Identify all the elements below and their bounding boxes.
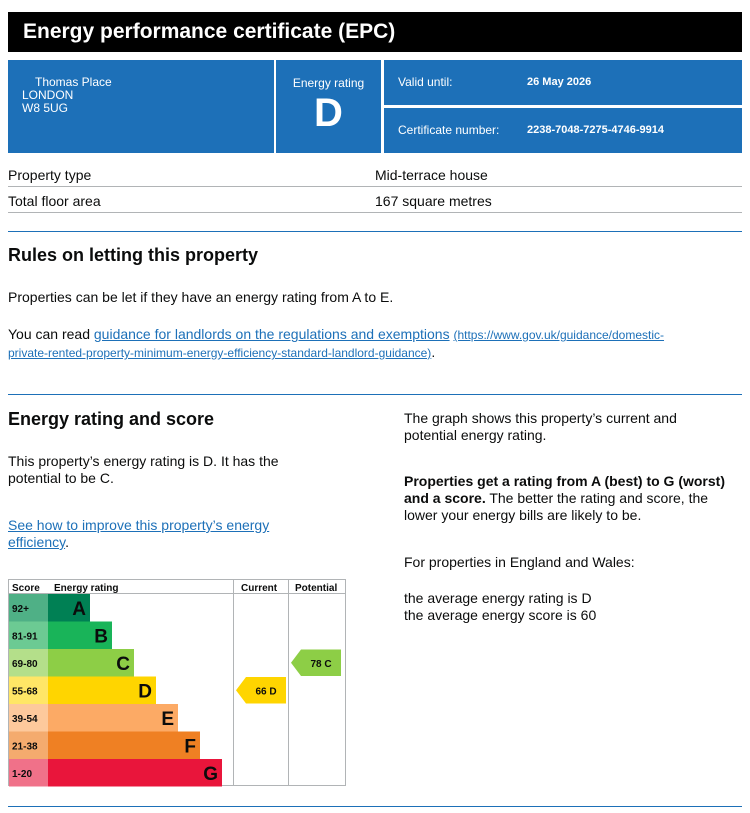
improve-efficiency-link-1[interactable]: See how to improve this property’s energy xyxy=(8,517,270,533)
rating-column-header: Energy rating xyxy=(54,583,119,594)
letting-heading: Rules on letting this property xyxy=(8,245,259,265)
divider xyxy=(8,806,742,807)
rating-explainer-bold-1: Properties get a rating from A (best) to G (worst) xyxy=(404,473,725,489)
landlord-guidance-url-2[interactable]: private-rented-property-minimum-energy-efficiency-standard-landlord-guidance) xyxy=(8,346,432,360)
band-d-range: 55-68 xyxy=(12,686,38,698)
rating-explainer-rest-1: The better the rating and score, the xyxy=(485,490,709,506)
band-f-bar xyxy=(48,732,200,760)
band-g-range: 1-20 xyxy=(12,768,33,780)
band-g-letter: G xyxy=(203,763,218,785)
improve-link-suffix: . xyxy=(65,534,69,550)
floor-area-value: 167 square metres xyxy=(375,193,492,209)
valid-until-value: 26 May 2026 xyxy=(527,76,592,88)
current-column-header: Current xyxy=(241,583,278,594)
graph-explainer-line2: potential energy rating. xyxy=(404,427,547,443)
band-e-bar xyxy=(48,704,178,732)
graph-explainer-line1: The graph shows this property’s current and xyxy=(404,410,677,426)
rating-explainer-bold-2: and a score. xyxy=(404,490,486,506)
letting-paragraph: Properties can be let if they have an energy rating from A to E. xyxy=(8,289,394,305)
band-f-range: 21-38 xyxy=(12,741,38,753)
improve-efficiency-link-2[interactable]: efficiency xyxy=(8,534,66,550)
landlord-guidance-url-1[interactable]: (https://www.gov.uk/guidance/domestic- xyxy=(453,328,665,342)
certificate-number-label: Certificate number: xyxy=(398,123,500,137)
page-title: Energy performance certificate (EPC) xyxy=(8,12,742,52)
property-type-value: Mid-terrace house xyxy=(375,167,488,183)
guidance-suffix: . xyxy=(431,344,436,360)
current-rating-label: 66 D xyxy=(255,686,277,698)
average-rating: the average energy rating is D xyxy=(404,590,592,606)
band-g-bar xyxy=(48,759,222,787)
rating-explainer-rest-2: lower your energy bills are likely to be. xyxy=(404,507,642,523)
score-paragraph-line1: This property’s energy rating is D. It has the xyxy=(8,453,279,469)
average-score: the average energy score is 60 xyxy=(404,607,597,623)
address-line2: LONDON xyxy=(22,88,74,102)
region-note: For properties in England and Wales: xyxy=(404,554,635,570)
address-postcode: W8 5UG xyxy=(22,101,69,115)
score-paragraph-line2: potential to be C. xyxy=(8,470,114,486)
band-b-range: 81-91 xyxy=(12,631,38,643)
band-a-range: 92+ xyxy=(12,603,29,615)
energy-rating-value: D xyxy=(314,91,343,135)
band-a-letter: A xyxy=(72,598,86,620)
band-d-letter: D xyxy=(138,681,152,703)
score-column-header: Score xyxy=(12,583,40,594)
band-c-letter: C xyxy=(116,653,130,675)
potential-column-header: Potential xyxy=(295,583,338,594)
band-c-range: 69-80 xyxy=(12,658,38,670)
score-heading: Energy rating and score xyxy=(8,409,215,429)
band-e-letter: E xyxy=(161,708,174,730)
certificate-number-value: 2238-7048-7275-4746-9914 xyxy=(527,124,665,136)
floor-area-label: Total floor area xyxy=(8,193,101,209)
band-f-letter: F xyxy=(184,736,196,758)
band-b-letter: B xyxy=(94,626,108,648)
band-e-range: 39-54 xyxy=(12,713,38,725)
potential-rating-label: 78 C xyxy=(310,658,332,670)
address-line1: Thomas Place xyxy=(35,75,112,89)
landlord-guidance-link[interactable]: guidance for landlords on the regulations and exemptions xyxy=(93,326,450,342)
guidance-prefix: You can read xyxy=(8,326,94,342)
energy-rating-label: Energy rating xyxy=(292,76,365,90)
property-type-label: Property type xyxy=(8,167,92,183)
valid-until-label: Valid until: xyxy=(398,75,453,89)
